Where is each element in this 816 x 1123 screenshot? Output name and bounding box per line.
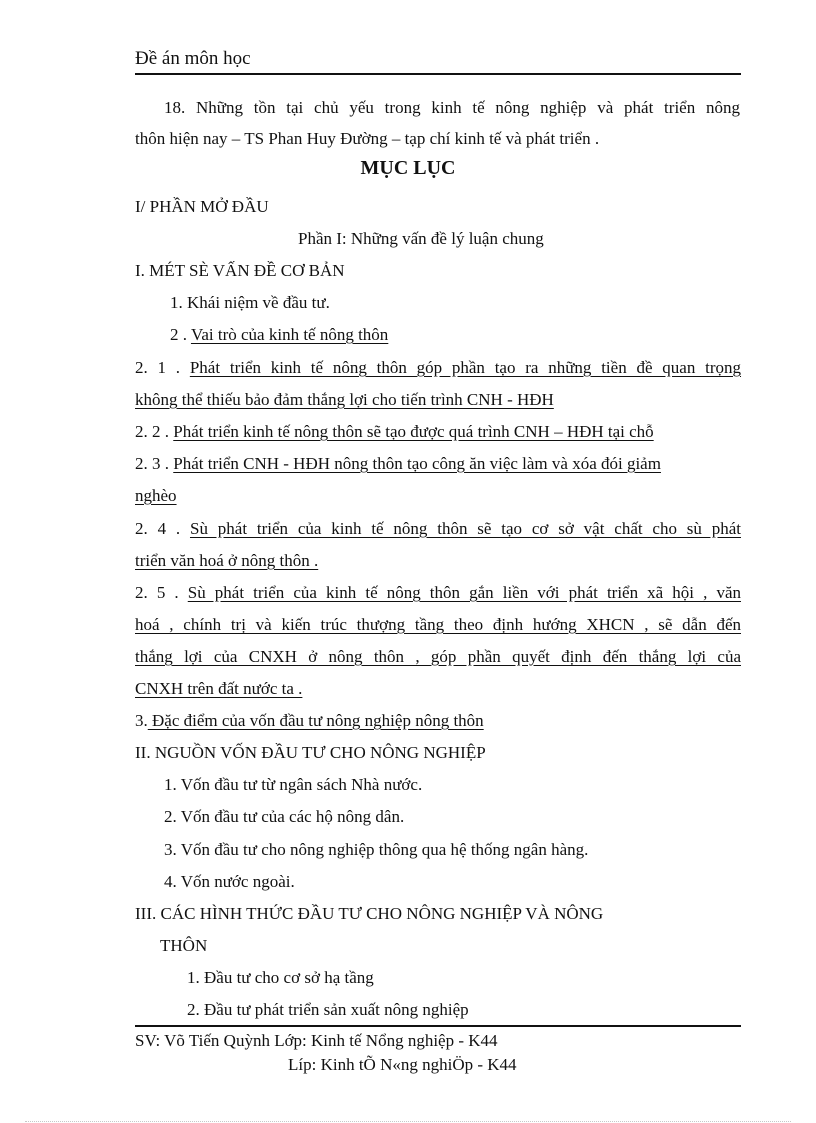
toc-section-3-b: THÔN	[160, 936, 208, 955]
toc-section-1: I. MÉT SÈ VẤN ĐỀ CƠ BẢN	[135, 261, 345, 280]
footer-line-1: SV: Võ Tiến Quỳnh Lớp: Kinh tế Nổng nghiệp - K44	[135, 1031, 498, 1050]
toc-item-iii-1: 1. Đầu tư cho cơ sở hạ tầng	[187, 968, 374, 987]
toc-item-2-5-c: thắng lợi của CNXH ở nông thôn , góp phần quyết định đến thắng lợi của	[135, 647, 741, 666]
toc-item-ii-3: 3. Vốn đầu tư cho nông nghiệp thông qua hệ thống ngân hàng.	[164, 840, 589, 859]
toc-item-ii-4: 4. Vốn nước ngoài.	[164, 872, 295, 891]
toc-item-1-2: 2 . Vai trò của kinh tế nông thôn	[170, 325, 389, 344]
toc-item-2-3-a: 2. 3 . Phát triển CNH - HĐH nông thôn tạo công ăn việc làm và xóa đói giảm	[135, 454, 661, 473]
footer-line-2: Líp: Kinh tÕ N«ng nghiÖp - K44	[288, 1055, 517, 1074]
reference-line-1: 18. Những tồn tại chủ yếu trong kinh tế nông nghiệp và phát triển nông	[164, 98, 740, 117]
page-header-title: Đề án môn học	[135, 48, 251, 69]
toc-item-2-1-b: không thể thiếu bảo đảm thắng lợi cho tiến trình CNH - HĐH	[135, 390, 554, 409]
toc-item-iii-2: 2. Đầu tư phát triển sản xuất nông nghiệp	[187, 1000, 469, 1019]
toc-item-2-3-b: nghèo	[135, 486, 177, 505]
toc-section-3-a: III. CÁC HÌNH THỨC ĐẦU TƯ CHO NÔNG NGHIỆP VÀ NÔNG	[135, 904, 604, 923]
toc-item-2-5-a: 2. 5 . Sù phát triển của kinh tế nông thôn gắn liền với phát triển xã hội , văn	[135, 583, 741, 602]
toc-item-2-1-a: 2. 1 . Phát triển kinh tế nông thôn góp phần tạo ra những tiền đề quan trọng	[135, 358, 742, 377]
toc-item-ii-1: 1. Vốn đầu tư từ ngân sách Nhà nước.	[164, 775, 423, 794]
reference-line-2: thôn hiện nay – TS Phan Huy Đường – tạp chí kinh tế và phát triển .	[135, 129, 600, 148]
toc-item-1-1: 1. Khái niệm về đầu tư.	[170, 293, 330, 312]
toc-item-2-2: 2. 2 . Phát triển kinh tế nông thôn sẽ tạo được quá trình CNH – HĐH tại chỗ	[135, 422, 654, 441]
toc-item-2-5-b: hoá , chính trị và kiến trúc thượng tầng theo định hướng XHCN , sẽ dẫn đến	[135, 615, 741, 634]
toc-item-3: 3. Đặc điểm của vốn đầu tư nông nghiệp nông thôn	[135, 711, 484, 730]
page-edge-dots	[25, 1121, 791, 1122]
footer-rule	[135, 1025, 741, 1027]
toc-section-2: II. NGUỒN VỐN ĐẦU TƯ CHO NÔNG NGHIỆP	[135, 743, 486, 762]
toc-title: MỤC LỤC	[360, 157, 456, 179]
toc-item-2-4-a: 2. 4 . Sù phát triển của kinh tế nông thôn sẽ tạo cơ sở vật chất cho sù phát	[135, 519, 741, 538]
toc-item-2-5-d: CNXH trên đất nước ta .	[135, 679, 303, 698]
toc-part-1: Phần I: Những vấn đề lý luận chung	[298, 229, 544, 248]
toc-intro: I/ PHẦN MỞ ĐẦU	[135, 197, 269, 216]
toc-item-ii-2: 2. Vốn đầu tư của các hộ nông dân.	[164, 807, 405, 826]
header-rule	[135, 73, 741, 75]
toc-item-2-4-b: triển văn hoá ở nông thôn .	[135, 551, 319, 570]
